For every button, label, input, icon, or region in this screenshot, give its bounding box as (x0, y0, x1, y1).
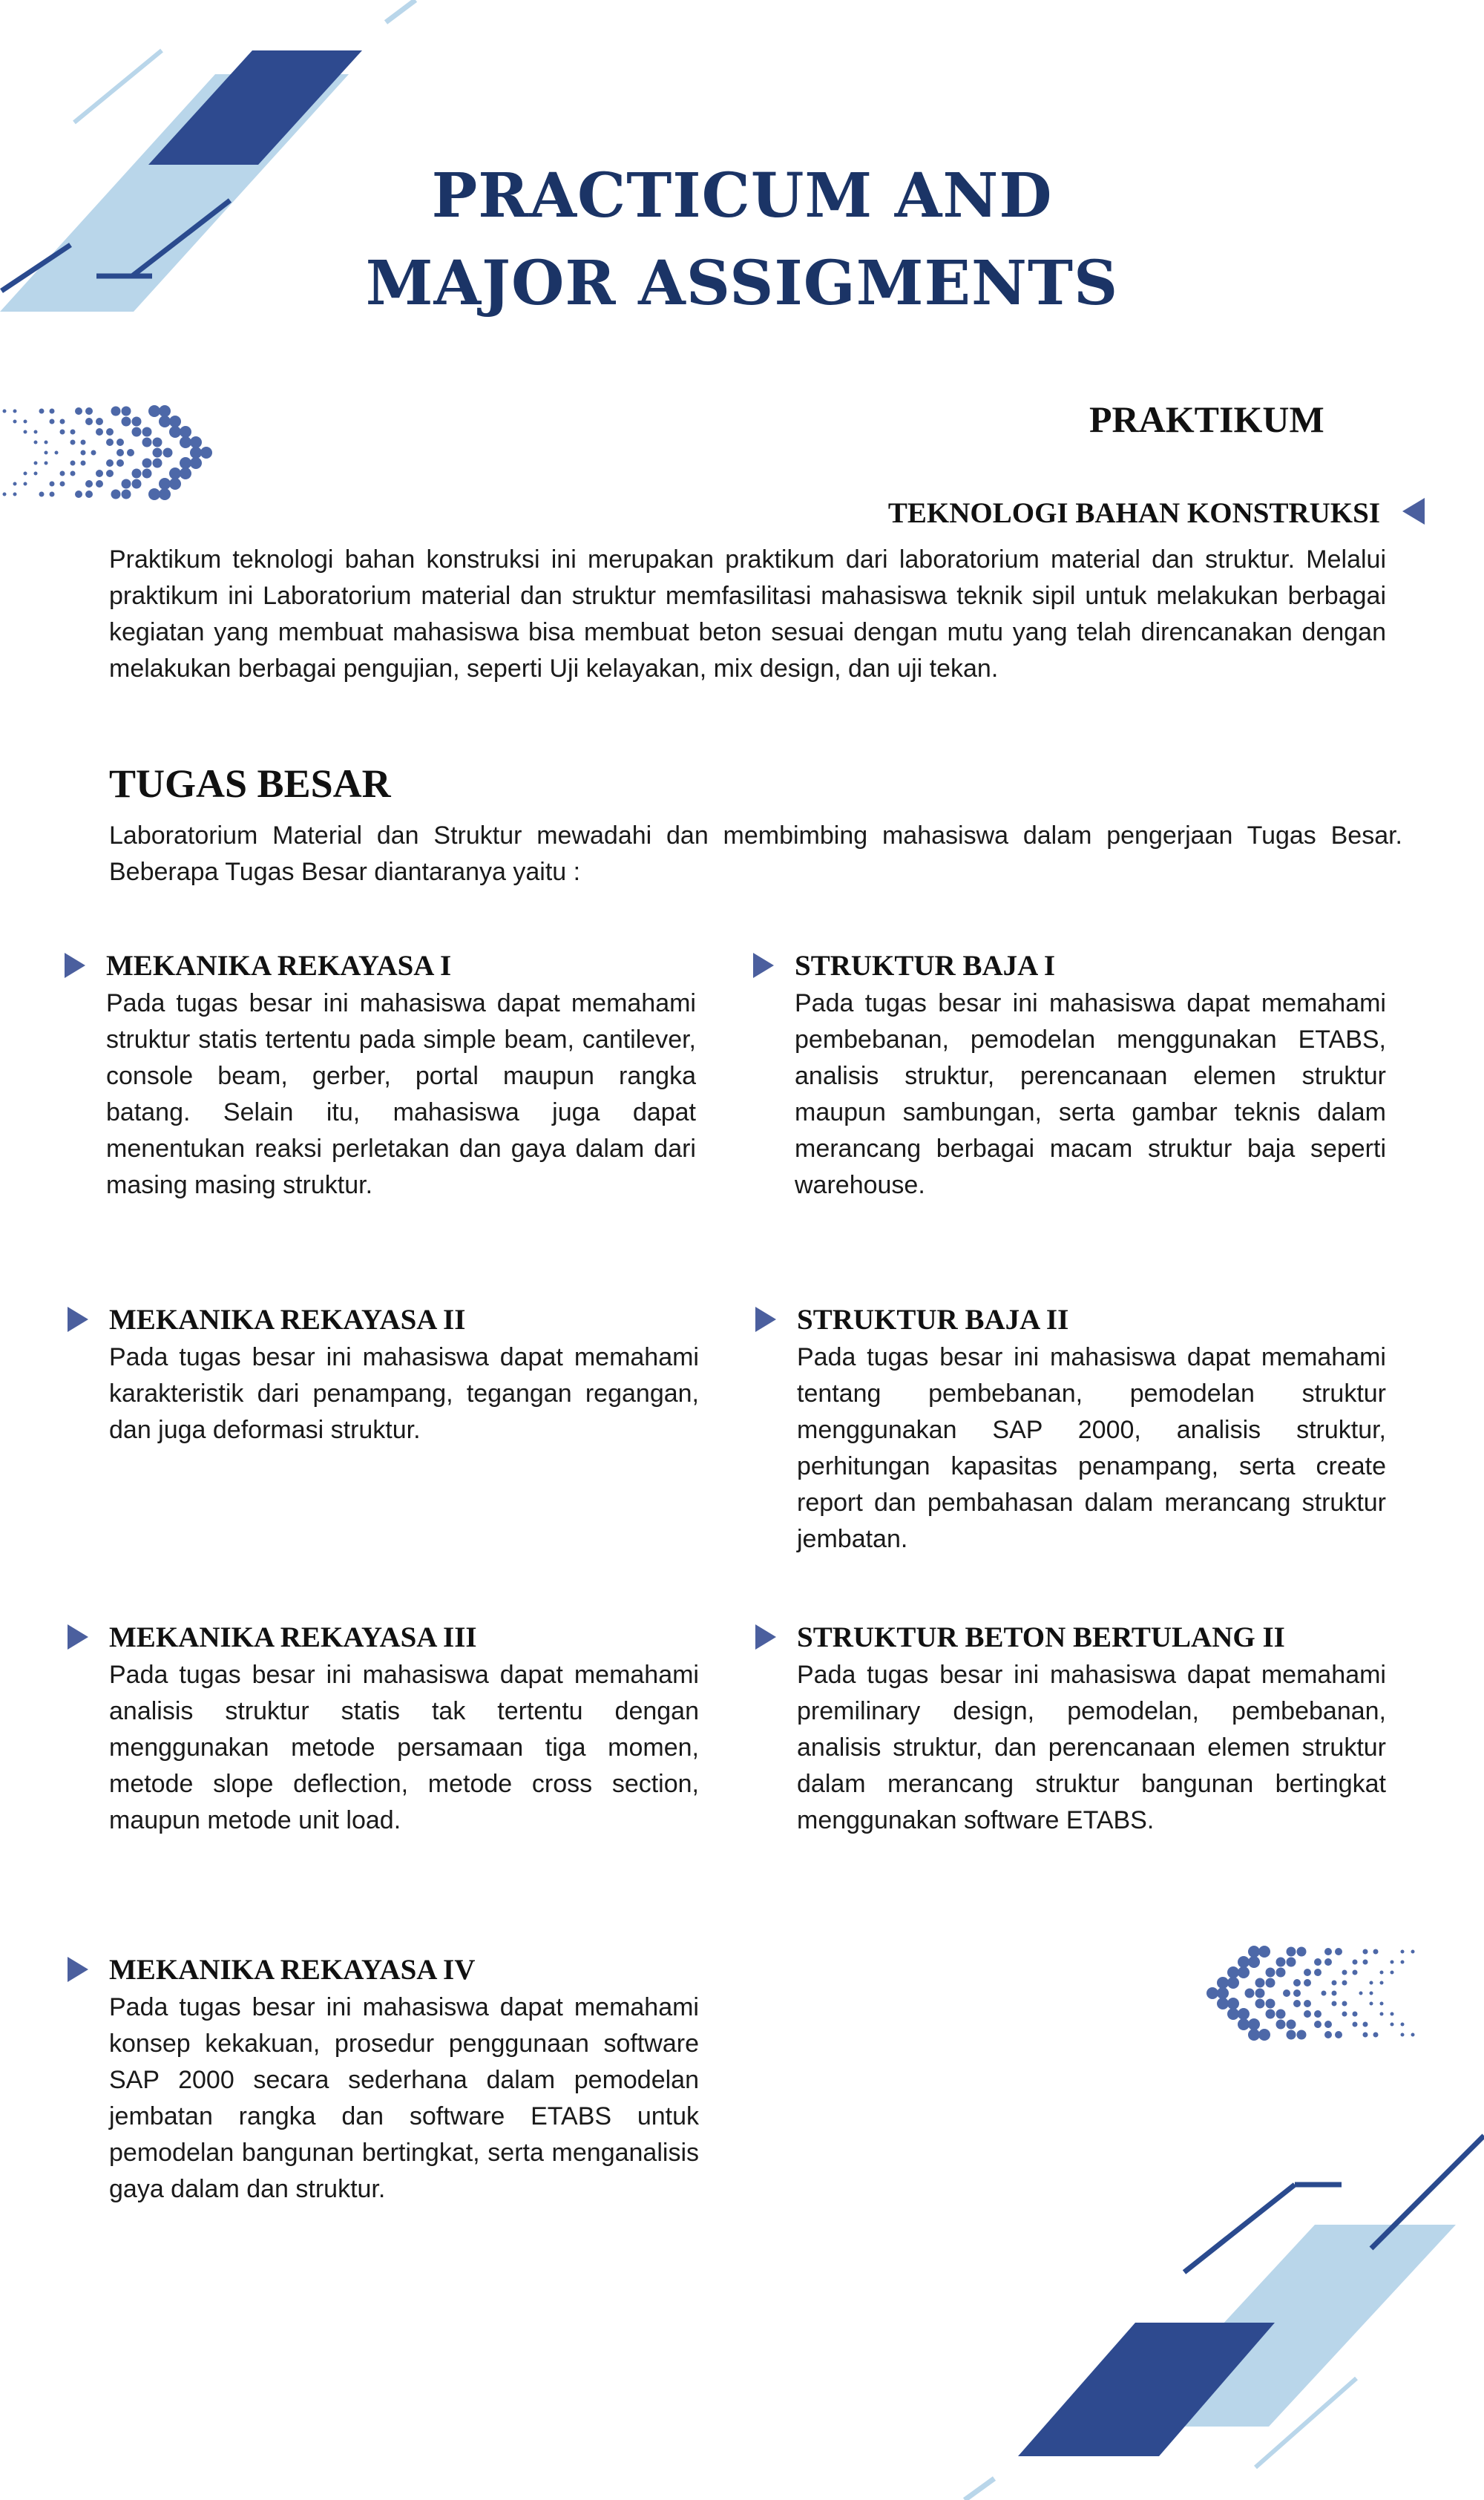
assignment-description: Pada tugas besar ini mahasiswa dapat memahami premilinary design, pemodelan, pembebanan, analisis struktur, dan perencanaan elemen struktur dalam merancang struktur bangunan bertingkat menggunakan software ETABS. (797, 1661, 1386, 1834)
triangle-right-icon (68, 1957, 88, 1982)
assignment-description: Pada tugas besar ini mahasiswa dapat memahami konsep kekakuan, prosedur penggunaan software SAP 2000 secara sederhana dalam pemodelan jembatan rangka dan software ETABS untuk pemodelan bangunan bertingkat, serta menganalisis gaya dalam dan struktur. (109, 1993, 699, 2203)
praktikum-description: Praktikum teknologi bahan konstruksi ini merupakan praktikum dari laboratorium material dan struktur. Melalui praktikum ini Laboratorium material dan struktur memfasilitasi mahasiswa teknik sipil untuk melakukan berbagai kegiatan yang membuat mahasiswa bisa membuat beton sesuai dengan mutu yang telah direncanakan dengan melakukan berbagai pengujian, seperti Uji kelayakan, mix design, dan uji tekan. (109, 545, 1386, 683)
tugas-besar-heading: TUGAS BESAR (109, 761, 391, 806)
triangle-right-icon (68, 1307, 88, 1332)
navy-stripe (1184, 2185, 1295, 2272)
assignment-card-struktur-beton-bertulang-2 (797, 1618, 1386, 1839)
page-title-line-2: MAJOR ASSIGMENTS (365, 248, 1119, 319)
light-stripe (965, 2478, 994, 2500)
tugas-besar-intro: Laboratorium Material dan Struktur mewadahi dan membimbing mahasiswa dalam pengerjaan Tugas Besar. Beberapa Tugas Besar diantaranya yaitu : (109, 821, 1402, 886)
triangle-right-icon (753, 953, 774, 978)
page-title-line-1: PRACTICUM AND (431, 160, 1053, 232)
assignment-title: STRUKTUR BAJA II (797, 1304, 1069, 1336)
assignment-title: MEKANIKA REKAYASA IV (109, 1954, 476, 1986)
assignment-card-struktur-baja-1 (795, 947, 1386, 1204)
triangle-right-icon (65, 953, 85, 978)
assignment-card-struktur-baja-2 (797, 1301, 1386, 1558)
triangle-left-icon (1402, 498, 1425, 525)
page-title (0, 152, 1484, 327)
assignment-card-mekanika-rekayasa-4 (109, 1951, 699, 2208)
praktikum-subheading: TEKNOLOGI BAHAN KONSTRUKSI (887, 497, 1380, 529)
assignment-title: MEKANIKA REKAYASA II (109, 1304, 466, 1336)
assignment-description: Pada tugas besar ini mahasiswa dapat memahami karakteristik dari penampang, tegangan regangan, dan juga deformasi struktur. (109, 1343, 699, 1444)
triangle-right-icon (755, 1307, 776, 1332)
assignment-description: Pada tugas besar ini mahasiswa dapat memahami pembebanan, pemodelan menggunakan ETABS, analisis struktur, perencanaan elemen struktur maupun sambungan, serta gambar teknis dalam merancang berbagai macam struktur baja seperti warehouse. (795, 989, 1386, 1199)
assignment-title: MEKANIKA REKAYASA I (106, 950, 452, 982)
assignment-title: MEKANIKA REKAYASA III (109, 1621, 477, 1653)
praktikum-heading: PRAKTIKUM (1089, 398, 1324, 440)
assignment-description: Pada tugas besar ini mahasiswa dapat memahami analisis struktur statis tak tertentu dengan menggunakan metode persamaan tiga momen, metode slope deflection, metode cross section, maupun metode unit load. (109, 1661, 699, 1834)
triangle-right-icon (68, 1624, 88, 1650)
assignment-card-mekanika-rekayasa-2 (109, 1301, 699, 1449)
assignment-description: Pada tugas besar ini mahasiswa dapat memahami struktur statis tertentu pada simple beam, cantilever, console beam, gerber, portal maupun rangka batang. Selain itu, mahasiswa juga dapat menentukan reaksi perletakan dan gaya dalam dari masing masing struktur. (106, 989, 696, 1199)
assignment-card-mekanika-rekayasa-3 (109, 1618, 699, 1839)
assignment-card-mekanika-rekayasa-1 (106, 947, 696, 1204)
assignment-title: STRUKTUR BAJA I (795, 950, 1056, 982)
assignment-description: Pada tugas besar ini mahasiswa dapat memahami tentang pembebanan, pemodelan struktur menggunakan SAP 2000, analisis struktur, perhitungan kapasitas penampang, serta create report dan pembahasan dalam merancang struktur jembatan. (797, 1343, 1386, 1553)
triangle-right-icon (755, 1624, 776, 1650)
assignment-title: STRUKTUR BETON BERTULANG II (797, 1621, 1285, 1653)
